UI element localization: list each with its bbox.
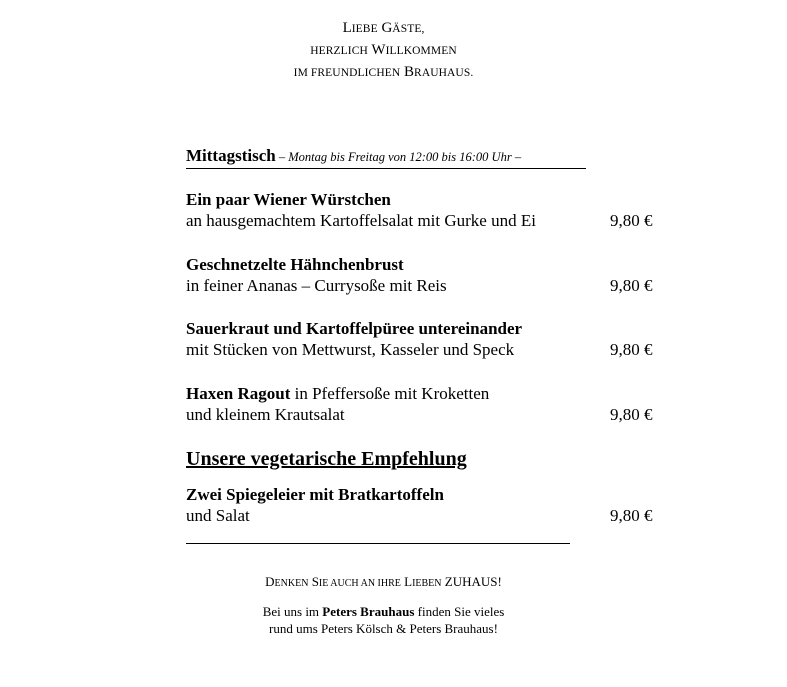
divider-line [186, 543, 570, 544]
dish-name-bold: Geschnetzelte Hähnchenbrust [186, 255, 404, 274]
welcome-line-3-rest: IM FREUNDLICHEN [293, 67, 401, 79]
footer-brand-name: Peters Brauhaus [322, 604, 415, 619]
vegetarian-heading: Unsere vegetarische Empfehlung [186, 448, 467, 470]
footer-reminder-cap1: D [265, 574, 275, 589]
welcome-line-3 [0, 62, 767, 84]
welcome-line-1-cap2: G [381, 20, 393, 36]
dish-name-bold: Ein paar Wiener Würstchen [186, 190, 391, 209]
dish-name [186, 318, 666, 339]
footer-line-3: rund ums Peters Kölsch & Peters Brauhaus! [269, 621, 498, 636]
welcome-line-1-rest: IEBE [351, 23, 378, 35]
dish-item [186, 189, 666, 231]
footer-reminder-rest1: ENKEN [274, 578, 309, 589]
dish-price: 9,80 € [610, 211, 653, 230]
footer-line-2-pre: Bei uns im [262, 604, 323, 619]
vegetarian-dish-item [186, 484, 666, 526]
welcome-line-3-cap: B [404, 64, 415, 80]
dish-name [186, 189, 666, 210]
dish-price: 9,80 € [610, 276, 653, 295]
mittagstisch-title: Mittagstisch [186, 146, 276, 165]
footer-reminder-cap3: L [404, 574, 413, 589]
dish-name [186, 254, 666, 275]
dish-item [186, 383, 666, 425]
welcome-header [0, 18, 767, 84]
mittagstisch-subtitle: – Montag bis Freitag von 12:00 bis 16:00 Uhr – [275, 150, 522, 164]
mittagstisch-heading [186, 146, 586, 169]
dish-description: in feiner Ananas – Currysoße mit Reis [186, 276, 447, 295]
dish-description: und kleinem Krautsalat [186, 405, 345, 424]
dish-name [186, 383, 666, 404]
dish-description: mit Stücken von Mettwurst, Kasseler und Speck [186, 340, 515, 359]
footer-reminder-rest2: IE AUCH AN IHRE [318, 578, 401, 589]
welcome-line-2-rest: HERZLICH [310, 45, 368, 57]
footer-reminder [0, 573, 767, 592]
welcome-line-3-rest2: RAUHAUS. [414, 67, 474, 79]
footer-reminder-cap2: S [311, 574, 319, 589]
welcome-line-1-cap: L [342, 20, 352, 36]
dish-name [186, 484, 666, 505]
dish-name-bold: Sauerkraut und Kartoffelpüree untereinander [186, 319, 523, 338]
dish-name-bold: Zwei Spiegeleier mit Bratkartoffeln [186, 485, 444, 504]
dish-price: 9,80 € [610, 405, 653, 424]
dish-description: an hausgemachtem Kartoffelsalat mit Gurke und Ei [186, 211, 536, 230]
welcome-line-2 [0, 40, 767, 62]
dish-name-bold: Haxen Ragout [186, 384, 291, 403]
footer-reminder-end: ZUHAUS! [444, 574, 502, 589]
dish-price: 9,80 € [610, 506, 653, 525]
welcome-line-2-rest2: ILLKOMMEN [385, 45, 457, 57]
dish-name-rest: in Pfeffersoße mit Kroketten [290, 384, 490, 403]
footer-line-2-post: finden Sie vieles [414, 604, 505, 619]
welcome-line-1-rest2: ÄSTE, [392, 23, 425, 35]
welcome-line-2-cap: W [371, 42, 386, 58]
footer-reminder-rest3: IEBEN [412, 578, 442, 589]
dish-item [186, 254, 666, 296]
dish-description: und Salat [186, 506, 250, 525]
footer-line-2 [0, 603, 767, 620]
dish-price: 9,80 € [610, 340, 653, 359]
welcome-line-1 [0, 18, 767, 40]
footer [0, 573, 767, 637]
dish-item [186, 318, 666, 360]
